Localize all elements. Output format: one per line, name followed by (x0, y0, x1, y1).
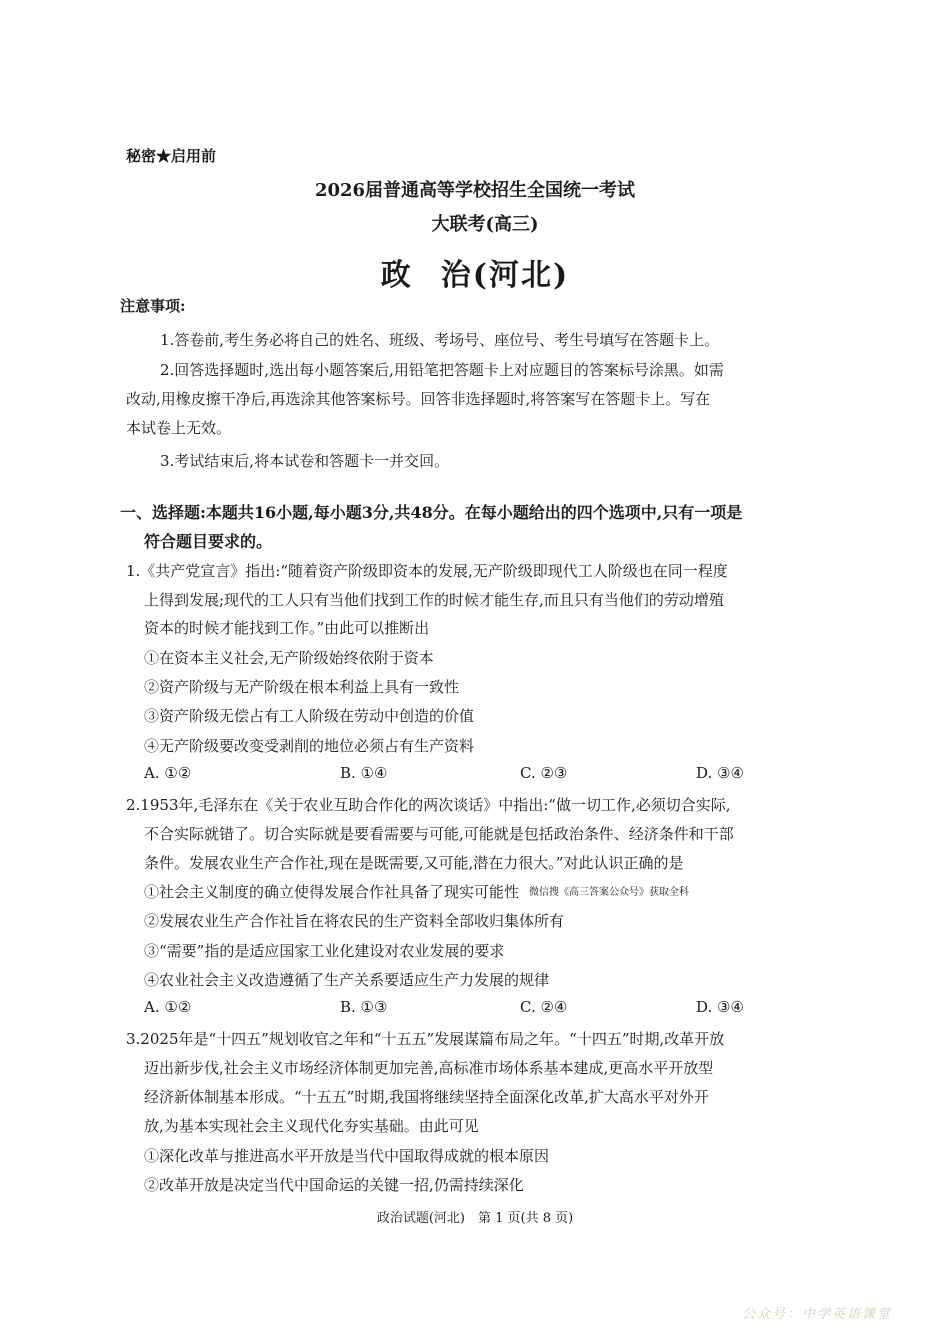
option-b: B. ①③ (340, 998, 388, 1016)
option-c: C. ②④ (520, 998, 568, 1016)
exam-title: 2026届普通高等学校招生全国统一考试 (314, 180, 636, 201)
subject-title-b: 治(河北) (440, 258, 570, 293)
section-heading-cont: 符合题目要求的。 (144, 532, 273, 551)
inline-note: 微信搜《高三答案公众号》获取全科 (529, 887, 690, 898)
notice-item: 1.答卷前,考生务必将自己的姓名、班级、考场号、座位号、考生号填写在答题卡上。 (160, 331, 720, 349)
question-2-stem: 条件。发展农业生产合作社,现在是既需要,又可能,潜在力很大。”对此认识正确的是 (144, 854, 684, 872)
question-1-stem: 资本的时候才能找到工作。”由此可以推断出 (144, 619, 430, 637)
notice-item: 改动,用橡皮擦干净后,再选涂其他答案标号。回答非选择题时,将答案写在答题卡上。写在 (126, 390, 711, 408)
question-1-statement: ③资产阶级无偿占有工人阶级在劳动中创造的价值 (144, 707, 475, 725)
question-1-statement: ②资产阶级与无产阶级在根本利益上具有一致性 (144, 678, 460, 696)
question-1-stem: 上得到发展;现代的工人只有当他们找到工作的时候才能生存,而且只有当他们的劳动增殖 (144, 591, 724, 609)
exam-subtitle: 大联考(高三) (431, 214, 539, 235)
notice-heading: 注意事项: (120, 297, 186, 315)
option-c: C. ②③ (520, 764, 568, 782)
subject-title-a: 政 (380, 258, 413, 293)
notice-item: 3.考试结束后,将本试卷和答题卡一并交回。 (160, 452, 450, 470)
option-a: A. ①② (144, 764, 192, 782)
question-2-statement (144, 881, 689, 902)
question-3-statement: ②改革开放是决定当代中国命运的关键一招,仍需持续深化 (144, 1176, 524, 1194)
question-2-stem: 2.1953年,毛泽东在《关于农业互助合作化的两次谈话》中指出:“做一切工作,必须切合实际, (126, 796, 731, 814)
statement-text: ①社会主义制度的确立使得发展合作社具备了现实可能性 (144, 883, 520, 901)
question-1-statement: ④无产阶级要改变受剥削的地位必须占有生产资料 (144, 737, 475, 755)
question-3-stem: 迈出新步伐,社会主义市场经济体制更加完善,高标准市场体系基本建成,更高水平开放型 (144, 1059, 714, 1077)
option-d: D. ③④ (696, 998, 744, 1016)
question-3-stem: 放,为基本实现社会主义现代化夯实基础。由此可见 (144, 1117, 479, 1135)
question-2-statement: ④农业社会主义改造遵循了生产关系要适应生产力发展的规律 (144, 971, 550, 989)
question-3-statement: ①深化改革与推进高水平开放是当代中国取得成就的根本原因 (144, 1147, 550, 1165)
notice-item: 本试卷上无效。 (126, 419, 232, 437)
page-footer: 政治试题(河北) 第 1 页(共 8 页) (376, 1211, 574, 1226)
confidential-label: 秘密★启用前 (126, 147, 217, 165)
watermark: 公众号：中学英语课堂 (741, 1307, 892, 1322)
option-a: A. ①② (144, 998, 192, 1016)
question-3-stem: 3.2025年是“十四五”规划收官之年和“十五五”发展谋篇布局之年。“十四五”时期,改革开放 (126, 1030, 725, 1048)
option-b: B. ①④ (340, 764, 388, 782)
notice-item: 2.回答选择题时,选出每小题答案后,用铅笔把答题卡上对应题目的答案标号涂黑。如需 (160, 361, 724, 379)
question-1-stem: 1.《共产党宣言》指出:“随着资产阶级即资本的发展,无产阶级即现代工人阶级也在同一程度 (126, 562, 728, 580)
option-d: D. ③④ (696, 764, 744, 782)
section-heading: 一、选择题:本题共16小题,每小题3分,共48分。在每小题给出的四个选项中,只有一项是 (120, 503, 743, 522)
question-2-statement: ②发展农业生产合作社旨在将农民的生产资料全部收归集体所有 (144, 912, 565, 930)
question-2-statement: ③“需要”指的是适应国家工业化建设对农业发展的要求 (144, 942, 505, 960)
question-3-stem: 经济新体制基本形成。“十五五”时期,我国将继续坚持全面深化改革,扩大高水平对外开 (144, 1088, 709, 1106)
subject-title (0, 250, 950, 294)
question-2-stem: 不合实际就错了。切合实际就是要看需要与可能,可能就是包括政治条件、经济条件和干部 (144, 825, 734, 843)
question-1-statement: ①在资本主义社会,无产阶级始终依附于资本 (144, 649, 434, 667)
